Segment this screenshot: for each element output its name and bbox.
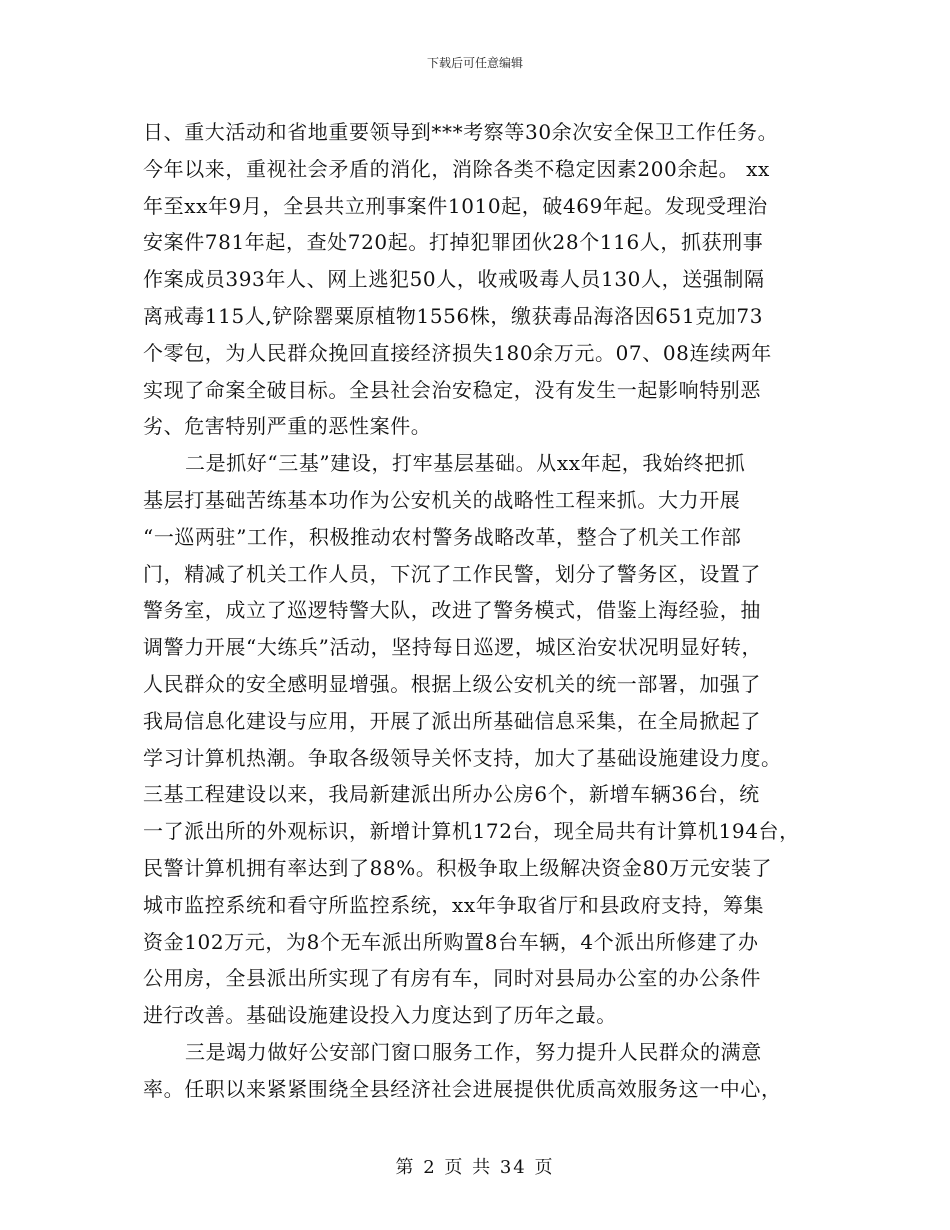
text-line: 安案件781年起，查处720起。打掉犯罪团伙28个116人，抓获刑事 (143, 230, 764, 255)
text-line: 一了派出所的外观标识，新增计算机172台，现全局共有计算机194台， (143, 819, 800, 844)
text-line: 劣、危害特别严重的恶性案件。 (143, 414, 432, 439)
text-line: 城市监控系统和看守所监控系统，xx年争取省厅和县政府支持，筹集 (143, 892, 765, 917)
text-line: 公用房，全县派出所实现了有房有车，同时对县局办公室的办公条件 (143, 966, 761, 991)
text-line: 今年以来，重视社会矛盾的消化，消除各类不稳定因素200余起。 xx (143, 156, 770, 181)
text-line: 基层打基础苦练基本功作为公安机关的战略性工程来抓。大力开展 (143, 487, 741, 512)
text-line: 三基工程建设以来，我局新建派出所办公房6个，新增车辆36台，统 (143, 782, 760, 807)
text-line: 个零包，为人民群众挽回直接经济损失180余万元。07、08连续两年 (143, 340, 772, 365)
text-line: “一巡两驻”工作，积极推动农村警务战略改革，整合了机关工作部 (143, 524, 742, 549)
paragraph-start-line: 二是抓好“三基”建设，打牢基层基础。从xx年起，我始终把抓 (185, 451, 746, 476)
text-line: 门，精减了机关工作人员，下沉了工作民警，划分了警务区，设置了 (143, 561, 761, 586)
text-line: 民警计算机拥有率达到了88%。积极争取上级解决资金80万元安装了 (143, 855, 773, 880)
paragraph-start-line: 三是竭力做好公安部门窗口服务工作，努力提升人民群众的满意 (185, 1039, 762, 1064)
text-line: 离戒毒115人,铲除罂粟原植物1556株，缴获毒品海洛因651克加73 (143, 303, 764, 328)
text-line: 学习计算机热潮。争取各级领导关怀支持，加大了基础设施建设力度。 (143, 745, 782, 770)
text-line: 年至xx年9月，全县共立刑事案件1010起，破469年起。发现受理治 (143, 193, 768, 218)
text-line: 率。任职以来紧紧围绕全县经济社会进展提供优质高效服务这一中心， (143, 1076, 782, 1101)
text-line: 作案成员393年人、网上逃犯50人，收戒吸毒人员130人，送强制隔 (143, 267, 765, 292)
page-header-note: 下载后可任意编辑 (426, 56, 523, 70)
page-number-footer: 第 2 页 共 34 页 (395, 1157, 555, 1178)
text-line: 实现了命案全破目标。全县社会治安稳定，没有发生一起影响特别恶 (143, 377, 761, 402)
text-line: 警务室，成立了巡逻特警大队，改进了警务模式，借鉴上海经验，抽 (143, 598, 761, 623)
text-line: 进行改善。基础设施建设投入力度达到了历年之最。 (143, 1003, 617, 1028)
text-line: 我局信息化建设与应用，开展了派出所基础信息采集，在全局掀起了 (143, 708, 761, 733)
text-line: 调警力开展“大练兵”活动，坚持每日巡逻，城区治安状况明显好转， (143, 635, 763, 660)
text-line: 日、重大活动和省地重要领导到***考察等30余次安全保卫工作任务。 (143, 120, 779, 144)
text-line: 资金102万元，为8个无车派出所购置8台车辆，4个派出所修建了办 (143, 929, 759, 954)
document-body (143, 114, 815, 1108)
text-line: 人民群众的安全感明显增强。根据上级公安机关的统一部署，加强了 (143, 671, 761, 696)
